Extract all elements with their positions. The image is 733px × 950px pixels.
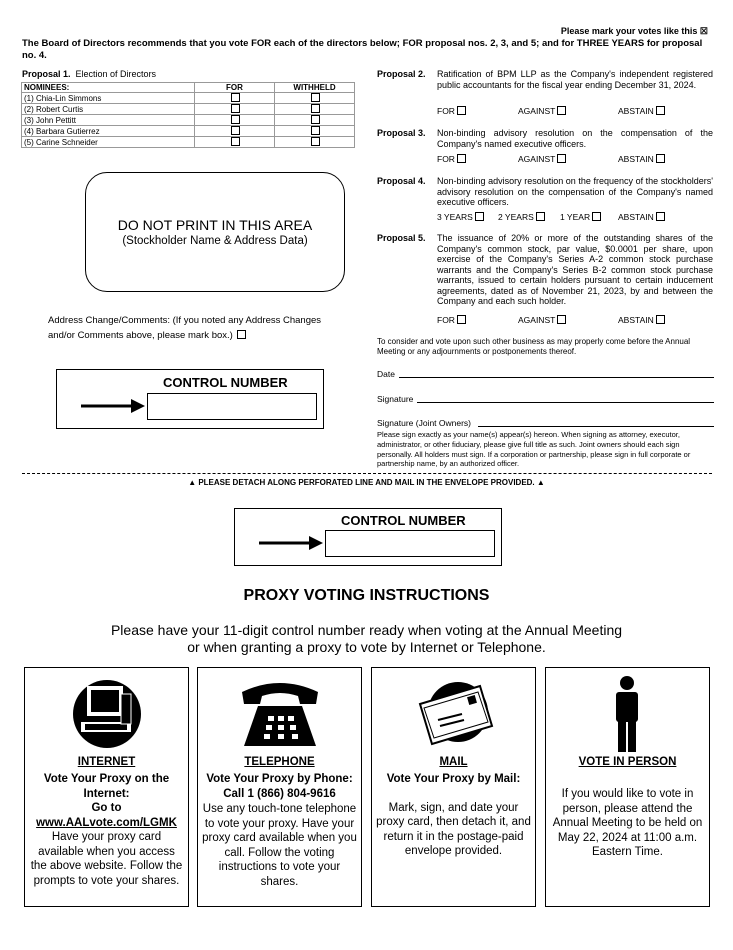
- proposal-4-1-year[interactable]: 1 YEAR: [560, 212, 601, 222]
- control-number-label: CONTROL NUMBER: [341, 513, 466, 528]
- proposal-3-abstain[interactable]: ABSTAIN: [618, 154, 665, 164]
- table-row: (5) Carine Schneider: [22, 137, 355, 148]
- address-change-comments: Address Change/Comments: (If you noted any Address Changes and/or Comments above, please mark box.): [48, 315, 322, 341]
- joint-signature-label: Signature (Joint Owners): [377, 418, 472, 428]
- nominees-table: [21, 82, 355, 148]
- envelope-icon: [372, 674, 535, 752]
- do-not-print-label: DO NOT PRINT IN THIS AREA: [117, 217, 313, 233]
- proposal-5: Proposal 5. The issuance of 20% or more of the outstanding shares of the Company's common stock, par value, $0.0001 per share, upon exercise of the Company's Series A-2 common stock purchase warrants and the Company's Series B-2 common stock purchase warrants, issued to certain holders pursuant to certain inducement agreements, dated as of November 21, 2023, by and between the Company and each such holder.: [377, 233, 713, 306]
- board-recommendation: The Board of Directors recommends that you vote FOR each of the directors below; FOR proposal nos. 2, 3, and 5; and for THREE YEARS for proposal no. 4.: [22, 38, 703, 61]
- proposal-2-abstain[interactable]: ABSTAIN: [618, 106, 665, 116]
- proposal-2-against[interactable]: AGAINST: [518, 106, 566, 116]
- perforation-line: [22, 473, 712, 474]
- withheld-header: WITHHELD: [275, 83, 355, 93]
- proposal-2: Proposal 2. Ratification of BPM LLP as the Company's independent registered public accountants for the fiscal year ending December 31, 2024.: [377, 69, 713, 90]
- person-icon: [546, 674, 709, 752]
- telephone-icon: [198, 674, 361, 752]
- proxy-voting-title: PROXY VOTING INSTRUCTIONS: [243, 587, 490, 604]
- control-number-box: [56, 369, 324, 429]
- table-row: (3) John Pettitt: [22, 115, 355, 126]
- telephone-title: TELEPHONE: [244, 756, 315, 768]
- joint-signature-line[interactable]: [478, 426, 714, 427]
- detach-instruction: ▲ PLEASE DETACH ALONG PERFORATED LINE AND MAIL IN THE ENVELOPE PROVIDED. ▲: [188, 478, 545, 487]
- for-checkbox[interactable]: [231, 115, 240, 124]
- internet-title: INTERNET: [77, 756, 136, 768]
- table-row: (2) Robert Curtis: [22, 104, 355, 115]
- proposal-3-against[interactable]: AGAINST: [518, 154, 566, 164]
- address-change-checkbox[interactable]: [237, 330, 246, 339]
- table-row: (1) Chia-Lin Simmons: [22, 93, 355, 104]
- stockholder-data-label: (Stockholder Name & Address Data): [122, 235, 308, 247]
- telephone-method: TELEPHONE Vote Your Proxy by Phone: Call 1 (866) 804-9616 Use any touch-tone telephone to vote your proxy. Have your proxy card available when you call. Follow the voting instructions to vote your shares.: [197, 667, 362, 907]
- for-checkbox[interactable]: [231, 93, 240, 102]
- proposal-4: Proposal 4. Non-binding advisory resolution on the frequency of the stockholders' advisory resolution on the compensation of the Company's named executive officers.: [377, 176, 713, 207]
- proposal-5-for[interactable]: FOR: [437, 315, 466, 325]
- other-business-text: To consider and vote upon such other business as may properly come before the Annual Meeting or any adjournments or postponements thereof.: [377, 337, 691, 356]
- signature-line[interactable]: [417, 402, 714, 403]
- for-checkbox[interactable]: [231, 137, 240, 146]
- control-number-box-lower: [234, 508, 502, 566]
- proposal-1-heading: Proposal 1. Election of Directors: [22, 69, 157, 79]
- proposal-4-2-years[interactable]: 2 YEARS: [498, 212, 545, 222]
- mark-votes-instruction: Please mark your votes like this ☒: [560, 26, 708, 36]
- withheld-checkbox[interactable]: [311, 126, 320, 135]
- date-label: Date: [377, 369, 395, 379]
- signature-label: Signature: [377, 394, 414, 404]
- nominees-header: NOMINEES:: [22, 83, 195, 93]
- withheld-checkbox[interactable]: [311, 93, 320, 102]
- address-block: [85, 172, 345, 292]
- proposal-5-abstain[interactable]: ABSTAIN: [618, 315, 665, 325]
- in-person-method: VOTE IN PERSON If you would like to vote in person, please attend the Annual Meeting to be held on May 22, 2024 at 11:00 a.m. Eastern Time.: [545, 667, 710, 907]
- proposal-3-for[interactable]: FOR: [437, 154, 466, 164]
- mail-title: MAIL: [439, 756, 468, 768]
- control-number-input[interactable]: [325, 530, 495, 557]
- date-line[interactable]: [399, 377, 714, 378]
- control-number-input[interactable]: [147, 393, 317, 420]
- proposal-4-abstain[interactable]: ABSTAIN: [618, 212, 665, 222]
- signature-instructions: Please sign exactly as your name(s) appear(s) hereon. When signing as attorney, executor, administrator, or other fiduciary, please give full title as such. Joint owners should each sign personally. All holders must sign. If a corporation or partnership, please sign in full corporate or partnership name, by an authorized officer.: [377, 430, 691, 469]
- arrow-right-icon: [81, 398, 147, 414]
- withheld-checkbox[interactable]: [311, 104, 320, 113]
- for-checkbox[interactable]: [231, 126, 240, 135]
- control-number-label: CONTROL NUMBER: [163, 375, 288, 390]
- voting-website-link[interactable]: www.AALvote.com/LGMK: [36, 816, 177, 829]
- for-header: FOR: [195, 83, 275, 93]
- proposal-4-3-years[interactable]: 3 YEARS: [437, 212, 484, 222]
- internet-method: INTERNET Vote Your Proxy on the Internet: Go to www.AALvote.com/LGMK Have your proxy card available when you access the above website. Follow the prompts to vote your shares.: [24, 667, 189, 907]
- mail-method: MAIL Vote Your Proxy by Mail: Mark, sign, and date your proxy card, then detach it, and return it in the postage-paid envelope provided.: [371, 667, 536, 907]
- instructions-text: Please have your 11-digit control number ready when voting at the Annual Meeting or when granting a proxy to vote by Internet or Telephone.: [110, 622, 623, 655]
- withheld-checkbox[interactable]: [311, 115, 320, 124]
- proposal-3: Proposal 3. Non-binding advisory resolution on the compensation of the Company's named executive officers.: [377, 128, 713, 149]
- checked-box-icon: ☒: [699, 26, 708, 36]
- computer-icon: [25, 674, 188, 752]
- proposal-5-against[interactable]: AGAINST: [518, 315, 566, 325]
- phone-number[interactable]: Call 1 (866) 804-9616: [223, 787, 336, 800]
- in-person-title: VOTE IN PERSON: [578, 756, 677, 768]
- proposal-2-for[interactable]: FOR: [437, 106, 466, 116]
- table-row: (4) Barbara Gutierrez: [22, 126, 355, 137]
- arrow-right-icon: [259, 535, 325, 551]
- withheld-checkbox[interactable]: [311, 137, 320, 146]
- for-checkbox[interactable]: [231, 104, 240, 113]
